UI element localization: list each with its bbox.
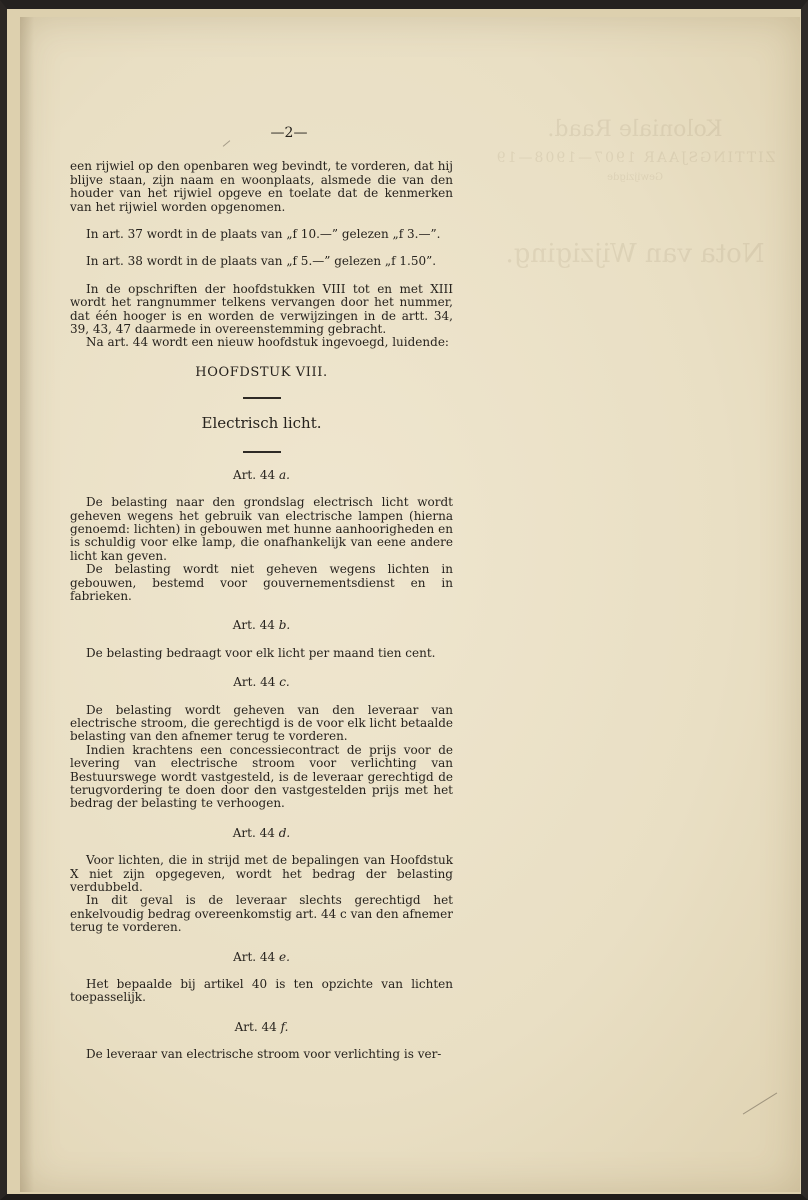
article-label: Art. 44 bbox=[232, 825, 275, 840]
bleed-through-text: Koloniale Raad. ZITTINGSJAAR 1907—1908—19 Gewijzigde Nota van Wijziging. bbox=[494, 117, 776, 269]
article-letter: a. bbox=[278, 467, 290, 482]
article-paragraph: De belasting wordt niet geheven wegens lichten in gebouwen, bestemd voor gouvernementsdienst en in fabrieken. bbox=[70, 562, 453, 603]
article-heading-44c bbox=[70, 676, 453, 689]
intro-paragraph: Na art. 44 wordt een nieuw hoofdstuk ingevoegd, luidende: bbox=[86, 335, 449, 350]
document-body bbox=[70, 127, 453, 1062]
article-paragraph: De belasting wordt geheven van den leveraar van electrische stroom, die gerechtigd is de voor elk licht betaalde belasting van den afnemer terug te vorderen. bbox=[70, 702, 453, 744]
article-letter: b. bbox=[278, 618, 291, 633]
article-paragraph: Indien krachtens een concessiecontract de prijs voor de levering van electrische stroom voor verlichting van Bestuurswege wordt vastgesteld, is de leveraar gerechtigd de terugvordering te doen door den vastgestelden prijs met het bedrag der belasting te verhoogen. bbox=[70, 742, 453, 811]
intro-paragraph: In de opschriften der hoofdstukken VIII tot en met XIII wordt het rangnummer telkens vervangen door het nummer, dat één hooger is en worden de verwijzingen in de artt. 34, 39, 43, 47 daarmede in overeenstemming gebracht. bbox=[70, 281, 453, 337]
article-paragraph: De leveraar van electrische stroom voor verlichting is ver- bbox=[86, 1047, 442, 1062]
page-number: —2— bbox=[270, 125, 308, 141]
article-heading-44a bbox=[70, 469, 453, 482]
article-letter: e. bbox=[279, 949, 290, 964]
article-label: Art. 44 bbox=[234, 1019, 277, 1034]
article-heading-44d bbox=[70, 827, 453, 840]
intro-paragraph: In art. 38 wordt in de plaats van „f 5.—” gelezen „f 1.50”. bbox=[86, 254, 437, 269]
article-paragraph: De belasting naar den grondslag electrisch licht wordt geheven wegens het gebruik van electrische lampen (hierna genoemd: lichten) in gebouwen met hunne aanhoorigheden en is schuldig voor elke lamp, die onafhankelijk van eene andere licht kan geven. bbox=[70, 495, 453, 563]
divider-rule bbox=[243, 397, 281, 399]
article-paragraph: Voor lichten, die in strijd met de bepalingen van Hoofdstuk X niet zijn opgegeven, wordt het bedrag der belasting verdubbeld. bbox=[70, 853, 453, 895]
article-paragraph: In dit geval is de leveraar slechts gerechtigd het enkelvoudig bedrag overeenkomstig art. 44 c van den afnemer terug te vorderen. bbox=[70, 893, 454, 935]
article-letter: c. bbox=[279, 675, 290, 690]
article-paragraph: De belasting bedraagt voor elk licht per maand tien cent. bbox=[86, 645, 436, 660]
article-letter: d. bbox=[278, 825, 291, 840]
article-label: Art. 44 bbox=[233, 949, 276, 964]
pencil-mark bbox=[743, 1092, 777, 1114]
article-letter: f. bbox=[280, 1019, 289, 1034]
chapter-subtitle: Electrisch licht. bbox=[201, 414, 322, 433]
intro-paragraph: In art. 37 wordt in de plaats van „f 10.—” gelezen „f 3.—”. bbox=[86, 227, 441, 242]
article-heading-44f bbox=[70, 1021, 453, 1034]
intro-paragraph: een rijwiel op den openbaren weg bevindt, te vorderen, dat hij blijve staan, zijn naam en woonplaats, alsmede die van den houder van het rijwiel opgeve en toelate dat de kenmerken van het rijwiel worden opgenomen. bbox=[70, 159, 453, 214]
divider-rule bbox=[243, 451, 281, 453]
document-page bbox=[20, 17, 800, 1192]
chapter-title: HOOFDSTUK VIII. bbox=[195, 364, 328, 380]
article-label: Art. 44 bbox=[232, 618, 275, 633]
article-label: Art. 44 bbox=[233, 467, 276, 482]
article-paragraph: Het bepaalde bij artikel 40 is ten opzichte van lichten toepasselijk. bbox=[70, 977, 453, 1005]
page-fold-shadow bbox=[20, 17, 34, 1192]
article-heading-44b bbox=[70, 619, 453, 632]
article-label: Art. 44 bbox=[233, 675, 276, 690]
article-heading-44e bbox=[70, 951, 453, 964]
